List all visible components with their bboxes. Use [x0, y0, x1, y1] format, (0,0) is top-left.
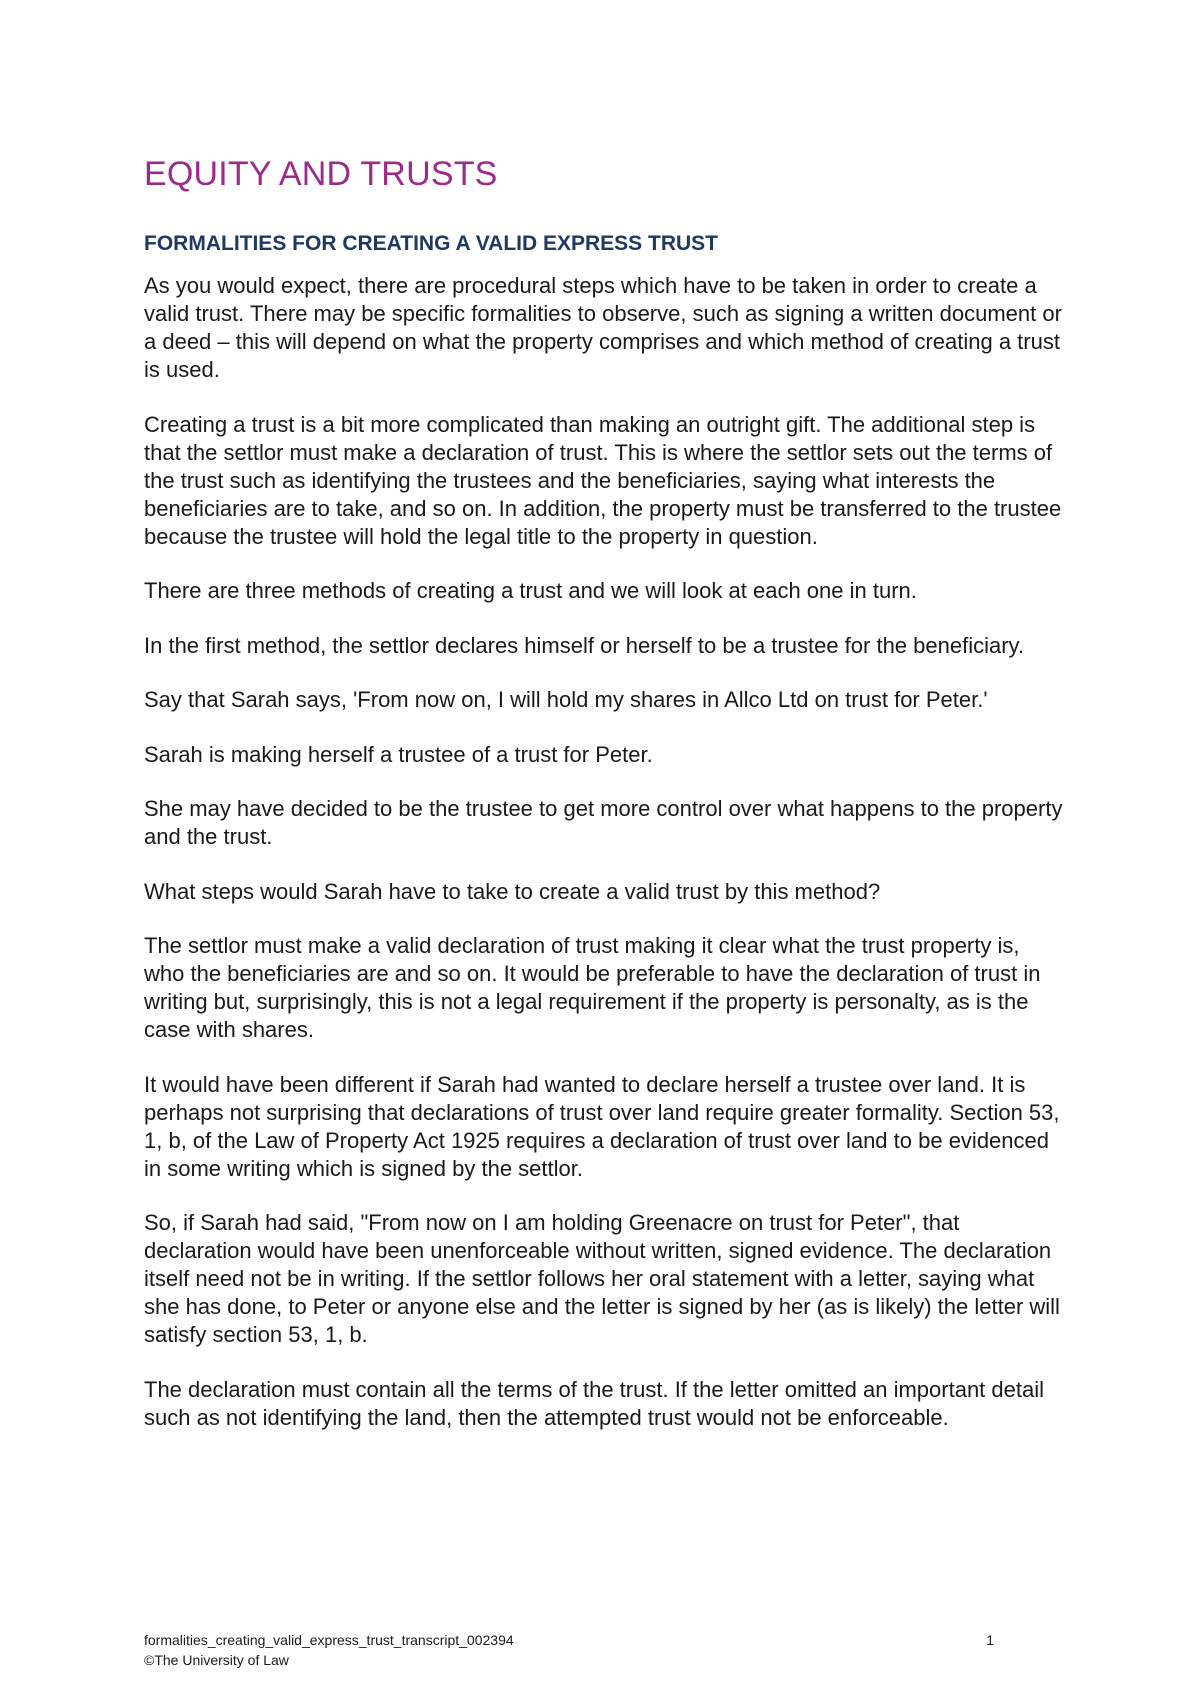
document-subtitle: FORMALITIES FOR CREATING A VALID EXPRESS TRUST — [144, 232, 719, 255]
paragraph: Say that Sarah says, 'From now on, I will hold my shares in Allco Ltd on trust for Peter.' — [144, 687, 988, 712]
footer-row — [144, 1630, 994, 1650]
paragraph: So, if Sarah had said, "From now on I am holding Greenacre on trust for Peter", that declaration would have been unenforceable without written, signed evidence. The declaration itself need not be in writing. If the settlor follows her oral statement with a letter, saying what she has done, to Peter or anyone else and the letter is signed by her (as is likely) the letter will satisfy section 53, 1, b. — [144, 1210, 1060, 1347]
paragraph: Sarah is making herself a trustee of a trust for Peter. — [144, 741, 653, 767]
footer-filename: formalities_creating_valid_express_trust_transcript_002394 — [144, 1632, 514, 1648]
page-footer — [144, 1630, 994, 1670]
paragraph: The settlor must make a valid declaration of trust making it clear what the trust property is, who the beneficiaries are and so on. It would be preferable to have the declaration of trust in writing but, surprisingly, this is not a legal requirement if the property is personalty, as is the case with shares. — [144, 933, 1041, 1042]
paragraph: What steps would Sarah have to take to create a valid trust by this method? — [144, 878, 881, 904]
footer-copyright: ©The University of Law — [144, 1652, 289, 1668]
paragraph: In the first method, the settlor declares himself or herself to be a trustee for the beneficiary. — [144, 632, 1025, 658]
paragraph: It would have been different if Sarah had wanted to declare herself a trustee over land. It is perhaps not surprising that declarations of trust over land require greater formality. Section 53, 1, b, of the Law of Property Act 1925 requires a declaration of trust over land to be evidenced in some writing which is signed by the settlor. — [144, 1071, 1060, 1181]
document-body — [144, 272, 1064, 1432]
document-title: EQUITY AND TRUSTS — [144, 155, 498, 193]
document-content — [144, 152, 1064, 1458]
paragraph: As you would expect, there are procedural steps which have to be taken in order to create a valid trust. There may be specific formalities to observe, such as signing a written document or a deed – this will depend on what the property comprises and which method of creating a trust is used. — [144, 273, 1062, 382]
footer-page-number: 1 — [986, 1632, 994, 1648]
paragraph: She may have decided to be the trustee to get more control over what happens to the property and the trust. — [144, 796, 1063, 849]
paragraph: The declaration must contain all the terms of the trust. If the letter omitted an important detail such as not identifying the land, then the attempted trust would not be enforceable. — [144, 1376, 1045, 1430]
paragraph: Creating a trust is a bit more complicated than making an outright gift. The additional step is that the settlor must make a declaration of trust. This is where the settlor sets out the terms of the trust such as identifying the trustees and the beneficiaries, saying what interests the beneficiaries are to take, and so on. In addition, the property must be transferred to the trustee because the trustee will hold the legal title to the property in question. — [144, 411, 1062, 549]
paragraph: There are three methods of creating a trust and we will look at each one in turn. — [144, 578, 917, 603]
